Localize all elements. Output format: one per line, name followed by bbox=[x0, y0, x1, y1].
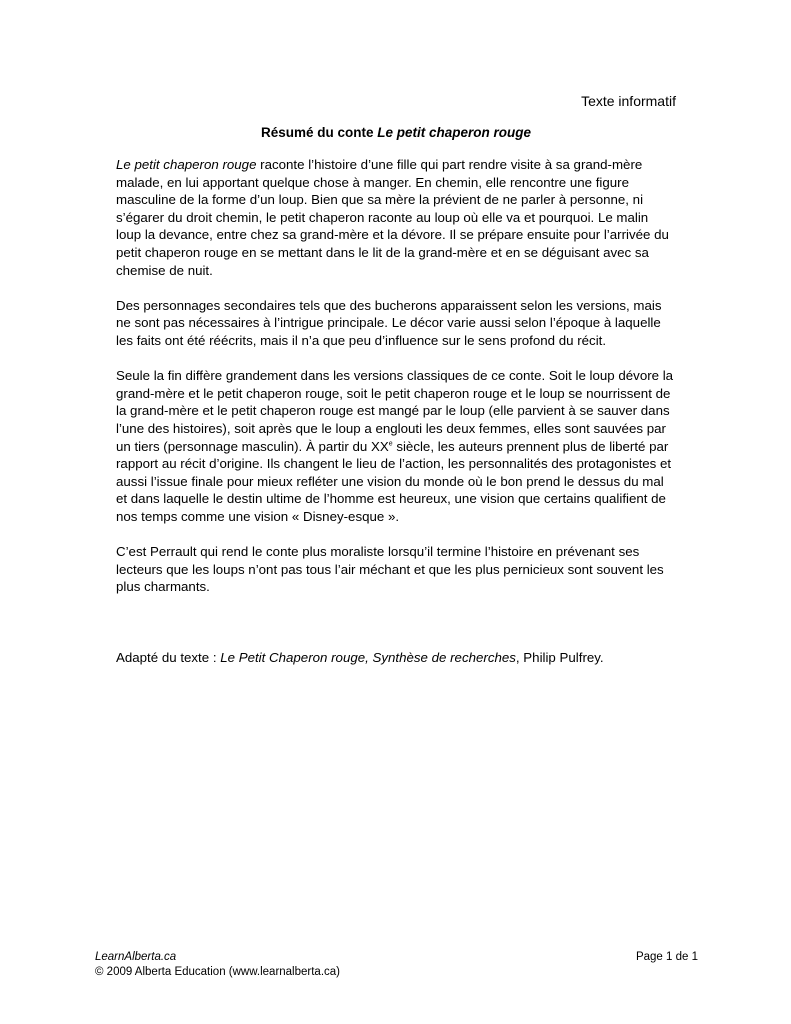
document-title bbox=[116, 123, 676, 143]
doc-type-label: Texte informatif bbox=[581, 93, 676, 109]
paragraph-3 bbox=[116, 367, 676, 525]
paragraph-3-text-a: Seule la fin diffère grandement dans les versions classiques de ce conte. Soit le loup dévore la grand-mère et le petit chaperon rouge, soit le petit chaperon rouge et le loup se nourrissent de la grand-mère et le petit chaperon rouge est mangé par le loup (elle parvient à se sauver dans l’une des histoires), soit après que le loup a englouti les deux femmes, elles sont sauvées par un tiers (personnage masculin). À partir du XX bbox=[116, 368, 674, 454]
footer-site: LearnAlberta.ca bbox=[95, 951, 177, 963]
source-author: , Philip Pulfrey. bbox=[515, 649, 604, 665]
source-citation bbox=[116, 649, 676, 667]
title-plain: Résumé du conte bbox=[260, 125, 378, 140]
source-prefix: Adapté du texte : bbox=[116, 649, 221, 665]
footer-copyright: © 2009 Alberta Education (www.learnalberta.ca) bbox=[95, 965, 340, 978]
title-italic: Le petit chaperon rouge bbox=[377, 125, 532, 140]
century-superscript: e bbox=[388, 440, 393, 448]
source-title: Le Petit Chaperon rouge, Synthèse de recherches bbox=[220, 649, 516, 665]
footer-page-number: Page 1 de 1 bbox=[635, 951, 698, 963]
paragraph-2: Des personnages secondaires tels que des bucherons apparaissent selon les versions, mais ne sont pas nécessaires à l’intrigue principale. Le décor varie aussi selon l’époque à laquelle les faits ont été réécrits, mais il n’a que peu d’influence sur le sens profond du récit. bbox=[116, 297, 662, 348]
paragraph-1 bbox=[116, 156, 676, 279]
paragraph-4: C’est Perrault qui rend le conte plus moraliste lorsqu’il termine l’histoire en prévenant ses lecteurs que les loups n’ont pas tous l’air méchant et que les plus pernicieux sont souvent les plus charmants. bbox=[116, 544, 664, 595]
document-body bbox=[116, 91, 676, 666]
paragraph-1-text: raconte l’histoire d’une fille qui part rendre visite à sa grand-mère malade, en lui apportant quelque chose à manger. En chemin, elle rencontre une figure masculine de la forme d’un loup. Bien que sa mère la prévient de ne parler à personne, ni s’égarer du droit chemin, le petit chaperon raconte au loup où elle va et pourquoi. Le malin loup la devance, entre chez sa grand-mère et la dévore. Il se prépare ensuite pour l’arrivée du petit chaperon rouge en se mettant dans le lit de la grand-mère et en se déguisant avec sa chemise de nuit. bbox=[116, 157, 669, 278]
paragraph-3-text-b: siècle, les auteurs prennent plus de liberté par rapport au récit d’origine. Ils changent le lieu de l’action, les personnalités des protagonistes et aussi l’issue finale pour mieux refléter une vision du monde où le bon prend le dessus du mal et dans laquelle le destin ultime de l’homme est heureux, une vision que certains qualifient de nos temps comme une vision « Disney-esque ». bbox=[116, 438, 672, 524]
paragraph-1-italic: Le petit chaperon rouge bbox=[116, 157, 257, 172]
page-footer bbox=[95, 950, 698, 979]
